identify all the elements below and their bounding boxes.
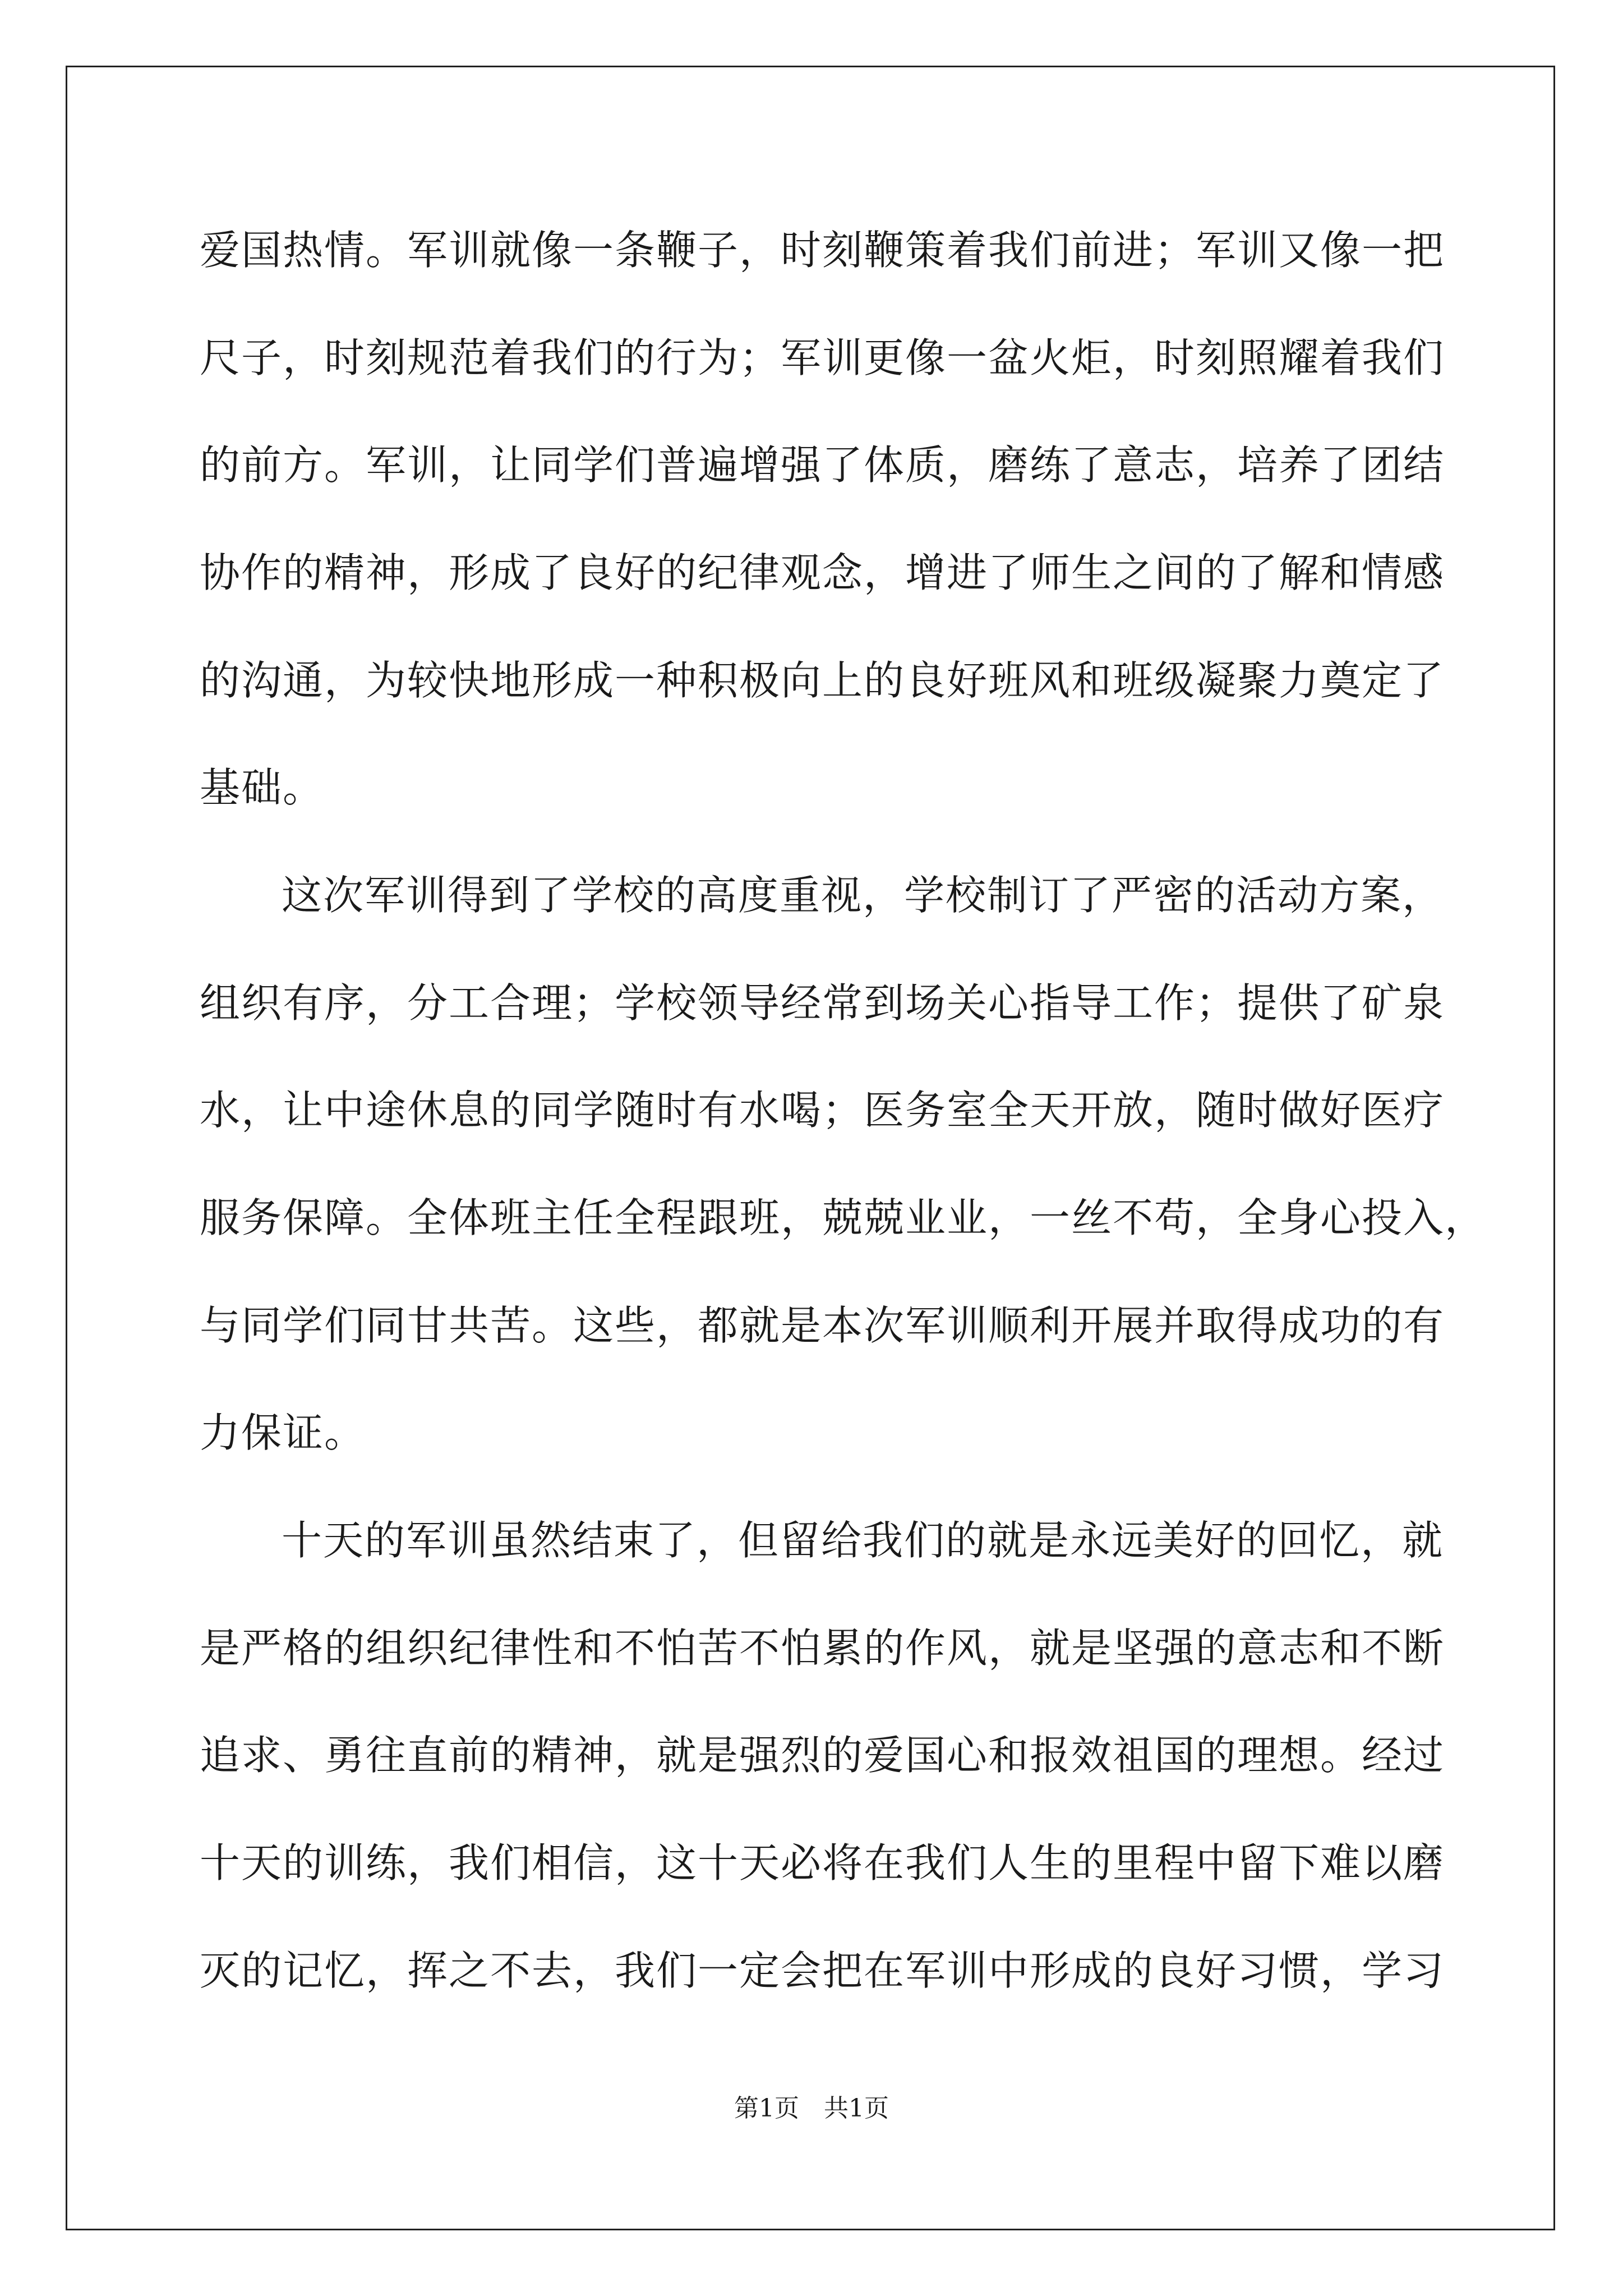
page-border (66, 66, 1555, 2230)
text-line: 的前方。军训，让同学们普遍增强了体质，磨练了意志，培养了团结 (200, 441, 1445, 489)
text-line: 尺子，时刻规范着我们的行为；军训更像一盆火炬，时刻照耀着我们 (200, 334, 1445, 381)
text-line: 与同学们同甘共苦。这些，都就是本次军训顺利开展并取得成功的有 (200, 1302, 1445, 1349)
text-line: 爱国热情。军训就像一条鞭子，时刻鞭策着我们前进；军训又像一把 (200, 227, 1445, 274)
text-line: 是严格的组织纪律性和不怕苦不怕累的作风，就是坚强的意志和不断 (200, 1625, 1445, 1672)
text-line: 的沟通，为较快地形成一种积极向上的良好班风和班级凝聚力奠定了 (200, 657, 1445, 704)
text-line: 追求、勇往直前的精神，就是强烈的爱国心和报效祖国的理想。经过 (200, 1732, 1445, 1779)
text-line: 协作的精神，形成了良好的纪律观念，增进了师生之间的了解和情感 (200, 549, 1445, 596)
text-line: 水，让中途休息的同学随时有水喝；医务室全天开放，随时做好医疗 (200, 1087, 1445, 1134)
page-number-footer: 第1页 共1页 (734, 2094, 889, 2123)
text-line: 力保证。 (200, 1409, 366, 1456)
text-line: 组织有序，分工合理；学校领导经常到场关心指导工作；提供了矿泉 (200, 979, 1445, 1027)
text-line: 十天的军训虽然结束了，但留给我们的就是永远美好的回忆，就 (282, 1517, 1444, 1564)
text-line: 这次军训得到了学校的高度重视，学校制订了严密的活动方案， (282, 872, 1444, 919)
text-line: 十天的训练，我们相信，这十天必将在我们人生的里程中留下难以磨 (200, 1839, 1445, 1887)
text-line: 服务保障。全体班主任全程跟班，兢兢业业，一丝不苟，全身心投入， (200, 1194, 1487, 1241)
text-line: 灭的记忆，挥之不去，我们一定会把在军训中形成的良好习惯，学习 (200, 1947, 1445, 1994)
text-line: 基础。 (200, 764, 325, 811)
